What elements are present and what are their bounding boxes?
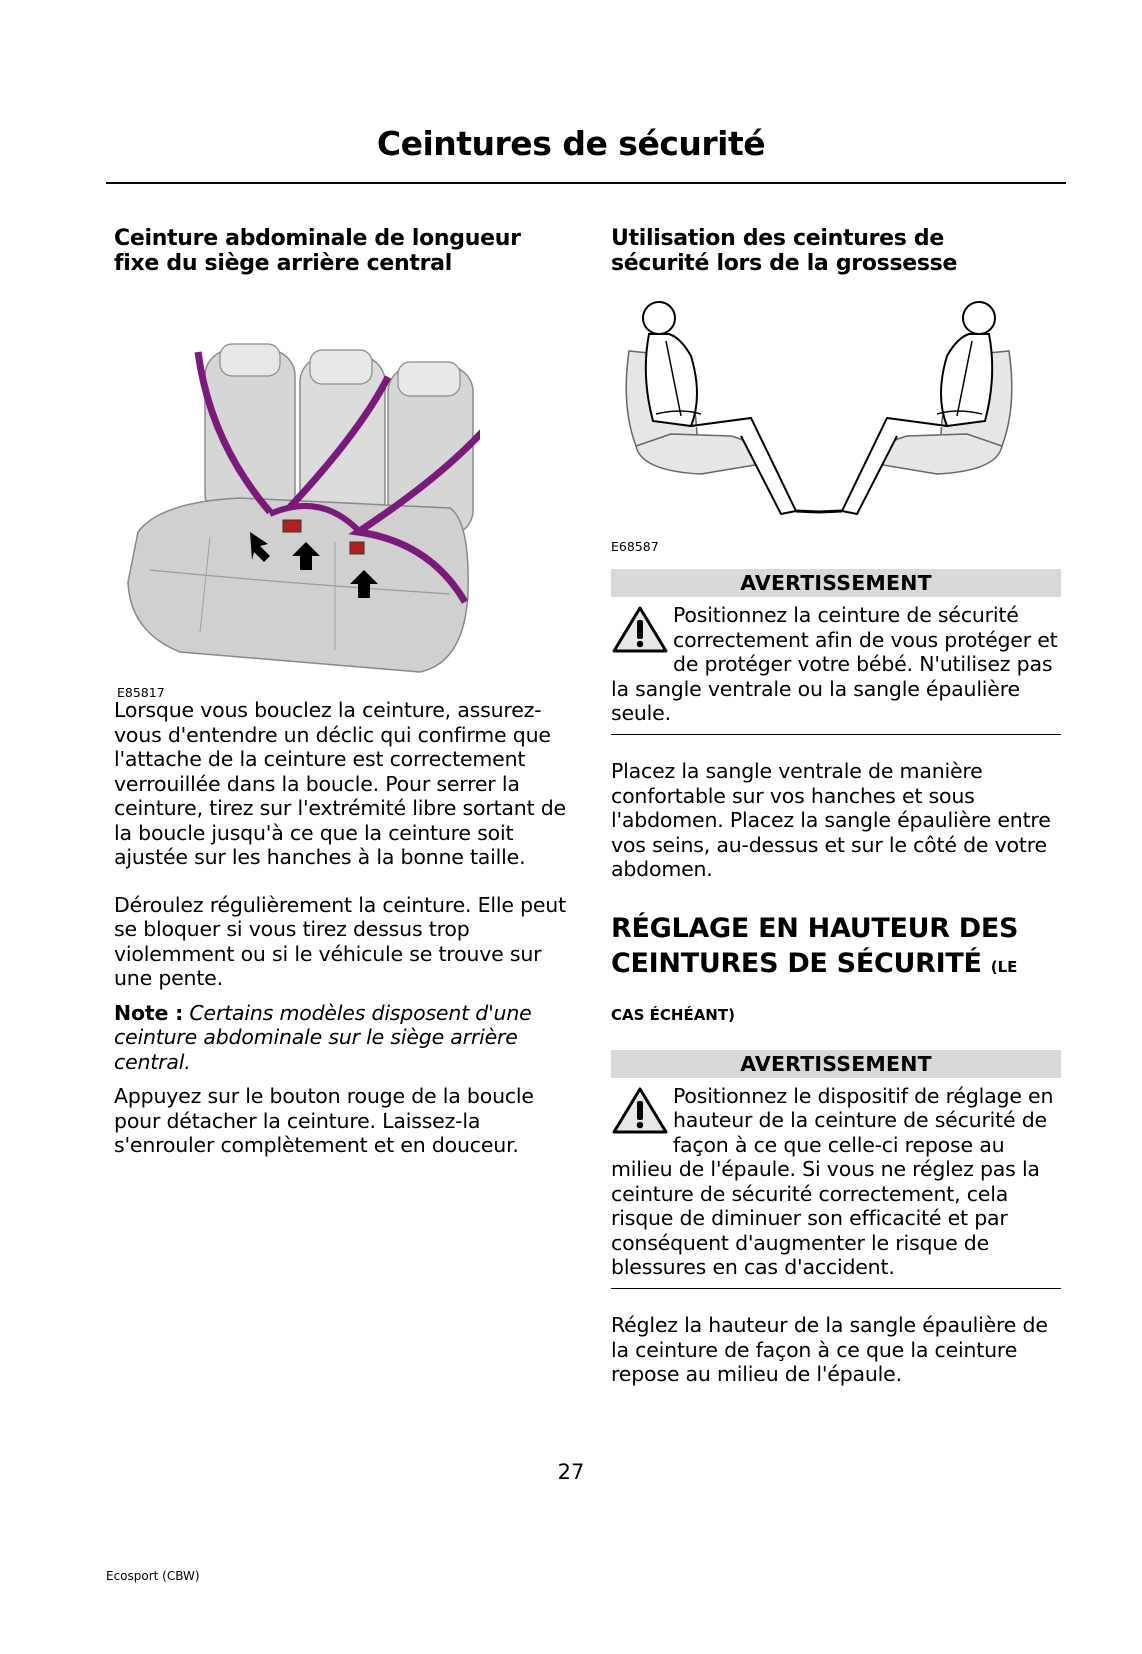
right-heading-line1: Utilisation des ceintures de (611, 226, 944, 251)
left-figure-code: E85817 (117, 685, 165, 700)
warning-2-rule (611, 1288, 1061, 1290)
page-number: 27 (557, 1460, 585, 1484)
left-heading-line2: fixe du siège arrière central (114, 251, 452, 276)
note-text: Certains modèles disposent d'une ceinture abdominale sur le siège arrière central. (114, 1000, 532, 1074)
left-heading (114, 226, 570, 276)
section-heading-title (611, 911, 1061, 985)
section-heading-line2: CEINTURES DE SÉCURITÉ (611, 947, 982, 979)
warning-1-heading: AVERTISSEMENT (611, 569, 1061, 597)
title-divider (106, 182, 1066, 184)
rear-seat-illustration (120, 332, 480, 682)
warning-1-text: Positionnez la ceinture de sécurité correctement afin de vous protéger et de protéger votre bébé. N'utilisez pas la sangle ventrale ou la sangle épaulière seule. (611, 603, 1058, 725)
note-label: Note : (114, 1000, 184, 1025)
left-note (114, 1001, 570, 1075)
warning-triangle-icon (611, 605, 669, 655)
warning-box-2 (611, 1050, 1061, 1290)
rear-seat-figure (114, 332, 570, 700)
right-paragraph-1: Placez la sangle ventrale de manière confortable sur vos hanches et sous l'abdomen. Placez la sangle épaulière entre vos seins, au-dessus et sur le côté de votre abdomen. (611, 759, 1051, 881)
section-heading (611, 911, 1061, 1024)
page-title: Ceintures de sécurité (376, 124, 766, 163)
warning-2-text: Positionnez le dispositif de réglage en hauteur de la ceinture de sécurité de façon à ce que celle-ci repose au milieu de l'épaule. Si vous ne réglez pas la ceinture de sécurité correctement, cela risque de diminuer son efficacité et par conséquent d'augmenter le risque de blessures en cas d'accident. (611, 1083, 1054, 1279)
left-paragraph-3: Appuyez sur le bouton rouge de la boucle pour détacher la ceinture. Laissez-la s'enrouler complètement et en douceur. (114, 1084, 534, 1157)
left-paragraph-2: Déroulez régulièrement la ceinture. Elle peut se bloquer si vous tirez dessus trop violemment ou si le véhicule se trouve sur une pente. (114, 892, 566, 990)
warning-box-1 (611, 569, 1061, 735)
warning-2-body (611, 1078, 1061, 1290)
footer-model: Ecosport (CBW) (106, 1569, 200, 1583)
warning-1-rule (611, 734, 1061, 736)
pregnancy-illustration (611, 296, 1027, 536)
right-heading-line2: sécurité lors de la grossesse (611, 251, 958, 276)
warning-1-body (611, 597, 1061, 735)
left-paragraph-1: Lorsque vous bouclez la ceinture, assurez-vous d'entendre un déclic qui confirme que l'attache de la ceinture est correctement verrouillée dans la boucle. Pour serrer la ceinture, tirez sur l'extrémité libre sortant de la boucle jusqu'à ce que la ceinture soit ajustée sur les hanches à la bonne taille. (114, 698, 566, 869)
left-heading-line1: Ceinture abdominale de longueur (114, 226, 521, 251)
right-figure-code: E68587 (611, 539, 659, 554)
pregnancy-figure (611, 296, 1061, 556)
section-heading-suffix: (LE (990, 957, 1018, 976)
warning-triangle-icon (611, 1086, 669, 1136)
right-column (611, 226, 1061, 1387)
right-heading (611, 226, 1061, 276)
section-heading-line3: CAS ÉCHÉANT) (611, 1005, 735, 1024)
left-column (114, 226, 570, 1158)
right-paragraph-2: Réglez la hauteur de la sangle épaulière de la ceinture de façon à ce que la ceinture repose au milieu de l'épaule. (611, 1313, 1048, 1386)
warning-2-heading: AVERTISSEMENT (611, 1050, 1061, 1078)
section-heading-line1: RÉGLAGE EN HAUTEUR DES (611, 912, 1019, 944)
